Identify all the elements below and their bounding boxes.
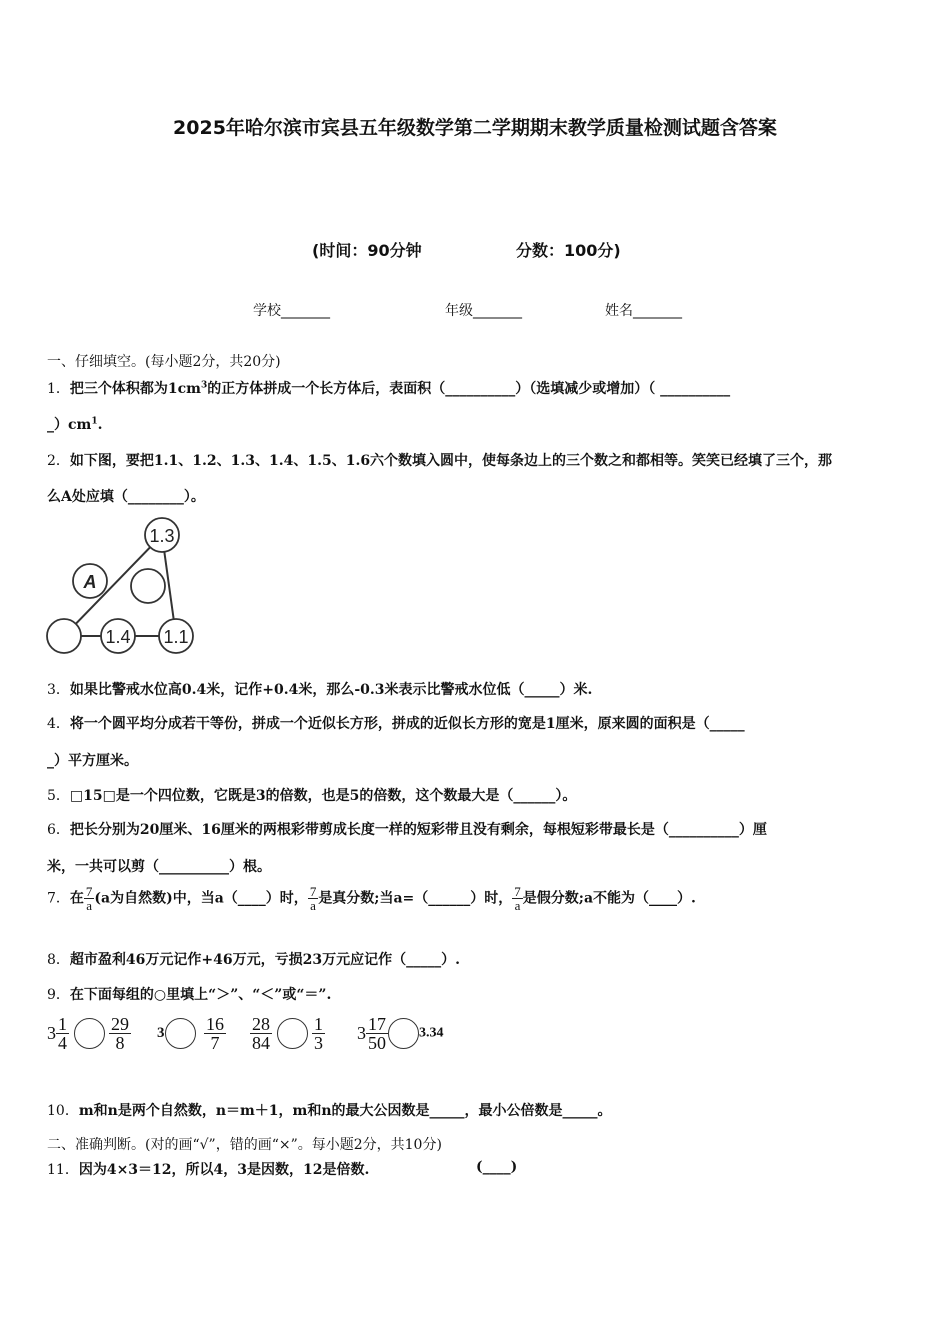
question-number: 8． [47, 952, 70, 968]
question-text: m和n是两个自然数，n＝m＋1，m和n的最大公因数是_____，最小公倍数是_____。 [78, 1103, 612, 1119]
question-text: . [97, 417, 103, 433]
exam-time: (时间：90分钟 [312, 241, 422, 260]
question-6 [47, 819, 767, 839]
question-text: 如果比警戒水位高0.4米，记作+0.4米，那么-0.3米表示比警戒水位低（_____）米. [69, 682, 593, 698]
fraction-7-over-a: $\frac{7}{a}$ [514, 884, 521, 913]
compare-circle[interactable] [165, 1018, 196, 1049]
circle-right-empty [131, 569, 165, 603]
question-3 [47, 679, 592, 699]
compare-circle[interactable] [388, 1018, 419, 1049]
question-text: (a为自然数)中，当a（____）时， [94, 890, 308, 907]
question-text: 因为4×3＝12，所以4，3是因数，12是倍数. [78, 1162, 370, 1178]
section-2-heading: 二、准确判断。(对的画“√”，错的画“×”。每小题2分，共10分) [47, 1137, 442, 1153]
question-number: 10． [47, 1103, 79, 1119]
question-number: 2． [47, 453, 70, 469]
question-number: 9． [47, 987, 70, 1003]
question-1 [47, 378, 730, 398]
question-text: 超市盈利46万元记作+46万元，亏损23万元应记作（_____）. [69, 952, 460, 968]
compare-circle[interactable] [277, 1018, 308, 1049]
question-number: 3． [47, 682, 70, 698]
compare-circle[interactable] [74, 1018, 105, 1049]
question-number: 5． [47, 788, 70, 804]
question-text: 如下图，要把1.1、1.2、1.3、1.4、1.5、1.6六个数填入圆中，使每条边上的三个数之和都相等。笑笑已经填了三个，那 [69, 453, 833, 469]
name-field: 姓名_______ [605, 303, 682, 319]
superscript: 1 [91, 416, 98, 427]
question-1-cont [47, 414, 102, 434]
question-text: 在下面每组的○里填上“＞”、“＜”或“＝”. [69, 987, 332, 1003]
superscript: 3 [201, 380, 208, 391]
comparison-group-4: 3 $\frac{17}{50}$ 3.34 [357, 1014, 444, 1053]
school-field: 学校_______ [253, 303, 330, 319]
question-text: 在 [69, 890, 84, 907]
label-bottom-right: 1.1 [163, 627, 189, 647]
question-9 [47, 984, 331, 1004]
label-top: 1.3 [149, 526, 175, 546]
fraction-7-over-a: $\frac{7}{a}$ [85, 884, 93, 913]
question-number: 4． [47, 716, 70, 732]
question-text: 的正方体拼成一个长方体后，表面积（__________）（选填减少或增加）（ __________ [207, 381, 731, 397]
label-bottom-mid: 1.4 [105, 627, 131, 647]
question-11 [47, 1159, 369, 1179]
question-text: _）cm [47, 417, 92, 433]
question-4-cont: _）平方厘米。 [47, 753, 138, 769]
answer-blank: (____) [476, 1159, 518, 1175]
question-6-cont: 米，一共可以剪（__________）根。 [47, 859, 271, 875]
triangle-circle-diagram [44, 514, 196, 656]
fraction-7-over-a: $\frac{7}{a}$ [309, 884, 317, 913]
question-number: 6． [47, 822, 70, 838]
question-number: 7． [47, 890, 70, 907]
question-5 [47, 785, 576, 805]
question-2-cont: 么A处应填（________）。 [47, 489, 205, 505]
document-title: 2025年哈尔滨市宾县五年级数学第二学期期末教学质量检测试题含答案 [173, 117, 777, 139]
question-number: 1． [47, 381, 70, 397]
question-text: □15□是一个四位数，它既是3的倍数，也是5的倍数，这个数最大是（______）。 [69, 788, 577, 804]
question-text: 把三个体积都为1cm [69, 381, 202, 397]
comparison-group-2: 3 $\frac{16}{7}$ [157, 1014, 224, 1053]
question-text: 是真分数;当a=（______）时， [318, 890, 513, 907]
grade-field: 年级_______ [445, 303, 522, 319]
label-a: A [83, 572, 97, 592]
exam-score: 分数：100分) [516, 241, 621, 260]
question-8 [47, 949, 460, 969]
question-4 [47, 713, 745, 733]
question-2 [47, 450, 832, 470]
comparison-group-1: 3 $\frac{1}{4}$ $\frac{29}{8}$ [47, 1014, 129, 1053]
comparison-group-3: $\frac{28}{84}$ $\frac{1}{3}$ [252, 1014, 323, 1053]
circle-bottom-left-empty [47, 619, 81, 653]
question-text: 把长分别为20厘米、16厘米的两根彩带剪成长度一样的短彩带且没有剩余，每根短彩带最长是（__________）厘 [69, 822, 767, 838]
question-text: 将一个圆平均分成若干等份，拼成一个近似长方形，拼成的近似长方形的宽是1厘米，原来圆的面积是（_____ [69, 716, 745, 732]
section-1-heading: 一、仔细填空。(每小题2分，共20分) [47, 354, 281, 370]
question-7 [47, 885, 696, 912]
question-text: 是假分数;a不能为（____）. [522, 890, 696, 907]
question-number: 11． [47, 1162, 79, 1178]
question-10 [47, 1100, 612, 1120]
